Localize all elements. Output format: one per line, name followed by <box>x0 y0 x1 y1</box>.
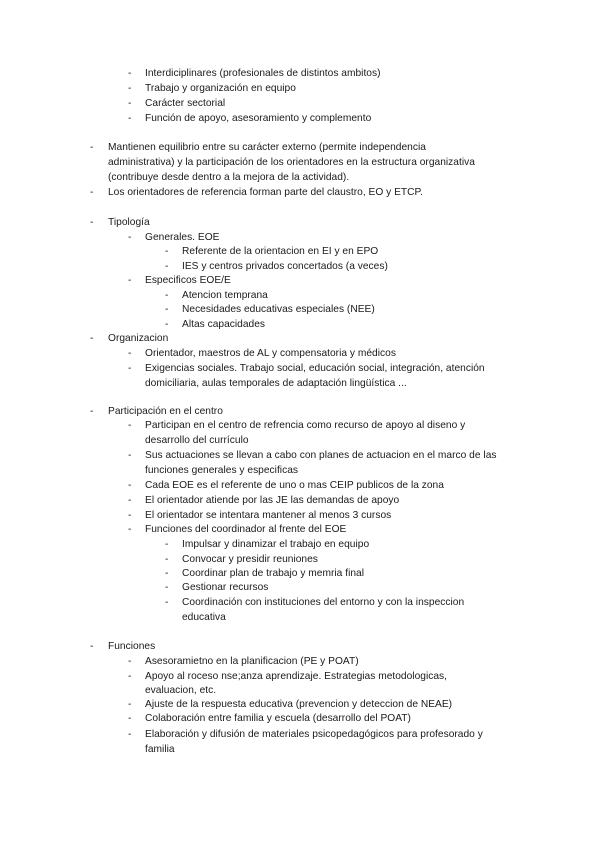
list-bullet-dash: - <box>165 597 169 608</box>
document-line: Mantienen equilibrio entre su carácter externo (permite independencia <box>108 142 426 153</box>
document-line: Asesoramietno en la planificacion (PE y POAT) <box>145 656 359 667</box>
document-line: Elaboración y difusión de materiales psicopedagógicos para profesorado y <box>145 729 483 740</box>
list-bullet-dash: - <box>90 333 94 344</box>
list-bullet-dash: - <box>165 568 169 579</box>
list-bullet-dash: - <box>128 495 132 506</box>
document-line: Ajuste de la respuesta educativa (prevencion y deteccion de NEAE) <box>145 699 453 710</box>
list-bullet-dash: - <box>165 539 169 550</box>
document-line: desarrollo del currículo <box>145 435 249 446</box>
list-bullet-dash: - <box>165 582 169 593</box>
list-bullet-dash: - <box>128 480 132 491</box>
document-line: Coordinar plan de trabajo y memria final <box>182 568 365 579</box>
document-line: Trabajo y organización en equipo <box>145 83 296 94</box>
list-bullet-dash: - <box>165 304 169 315</box>
list-bullet-dash: - <box>128 98 132 109</box>
list-bullet-dash: - <box>128 656 132 667</box>
document-line: Apoyo al roceso nse;anza aprendizaje. Estrategias metodologicas, <box>145 671 447 682</box>
list-bullet-dash: - <box>90 641 94 652</box>
list-bullet-dash: - <box>128 671 132 682</box>
document-line: Función de apoyo, asesoramiento y complemento <box>145 113 372 124</box>
document-line: El orientador atiende por las JE las demandas de apoyo <box>145 495 400 506</box>
document-line: Coordinación con instituciones del entorno y con la inspeccion <box>182 597 465 608</box>
document-line: Carácter sectorial <box>145 98 226 109</box>
list-bullet-dash: - <box>128 699 132 710</box>
document-line: Impulsar y dinamizar el trabajo en equipo <box>182 539 370 550</box>
document-line: familia <box>145 744 175 755</box>
document-line: El orientador se intentara mantener al menos 3 cursos <box>145 510 392 521</box>
document-line: evaluacion, etc. <box>145 685 217 696</box>
list-bullet-dash: - <box>90 187 94 198</box>
list-bullet-dash: - <box>128 68 132 79</box>
document-line: IES y centros privados concertados (a veces) <box>182 261 388 272</box>
document-line: Necesidades educativas especiales (NEE) <box>182 304 375 315</box>
list-bullet-dash: - <box>128 510 132 521</box>
list-bullet-dash: - <box>128 363 132 374</box>
document-line: Especificos EOE/E <box>145 275 231 286</box>
list-bullet-dash: - <box>128 275 132 286</box>
list-bullet-dash: - <box>165 319 169 330</box>
list-bullet-dash: - <box>128 713 132 724</box>
document-line: Interdiciplinares (profesionales de distintos ambitos) <box>145 68 381 79</box>
document-line: Funciones del coordinador al frente del EOE <box>145 524 347 535</box>
list-bullet-dash: - <box>90 217 94 228</box>
document-line: Convocar y presidir reuniones <box>182 554 318 565</box>
document-line: Exigencias sociales. Trabajo social, educación social, integración, atención <box>145 363 485 374</box>
list-bullet-dash: - <box>165 261 169 272</box>
list-bullet-dash: - <box>90 406 94 417</box>
document-line: Atencion temprana <box>182 290 268 301</box>
list-bullet-dash: - <box>128 232 132 243</box>
list-bullet-dash: - <box>128 524 132 535</box>
document-line: Los orientadores de referencia forman parte del claustro, EO y ETCP. <box>108 187 423 198</box>
document-line: Sus actuaciones se llevan a cabo con planes de actuacion en el marco de las <box>145 450 497 461</box>
list-bullet-dash: - <box>128 113 132 124</box>
list-bullet-dash: - <box>165 554 169 565</box>
document-line: administrativa) y la participación de los orientadores en la estructura organizativa <box>108 157 475 168</box>
document-line: Referente de la orientacion en EI y en EPO <box>182 246 379 257</box>
document-line: Tipología <box>108 217 150 228</box>
list-bullet-dash: - <box>128 450 132 461</box>
document-line: educativa <box>182 612 226 623</box>
document-line: funciones generales y especificas <box>145 465 298 476</box>
list-bullet-dash: - <box>128 729 132 740</box>
document-line: Generales. EOE <box>145 232 220 243</box>
document-line: Orientador, maestros de AL y compensatoria y médicos <box>145 348 396 359</box>
list-bullet-dash: - <box>128 420 132 431</box>
list-bullet-dash: - <box>128 83 132 94</box>
list-bullet-dash: - <box>165 246 169 257</box>
document-line: Colaboración entre familia y escuela (desarrollo del POAT) <box>145 713 411 724</box>
list-bullet-dash: - <box>90 142 94 153</box>
document-line: Participación en el centro <box>108 406 223 417</box>
list-bullet-dash: - <box>128 348 132 359</box>
document-line: Altas capacidades <box>182 319 266 330</box>
document-line: domiciliaria, aulas temporales de adaptación lingüística ... <box>145 378 407 389</box>
document-line: Funciones <box>108 641 156 652</box>
document-line: (contribuye desde dentro a la mejora de la actividad). <box>108 172 350 183</box>
document-line: Cada EOE es el referente de uno o mas CEIP publicos de la zona <box>145 480 444 491</box>
document-line: Gestionar recursos <box>182 582 269 593</box>
document-line: Participan en el centro de refrencia como recurso de apoyo al diseno y <box>145 420 466 431</box>
list-bullet-dash: - <box>165 290 169 301</box>
document-line: Organizacion <box>108 333 169 344</box>
